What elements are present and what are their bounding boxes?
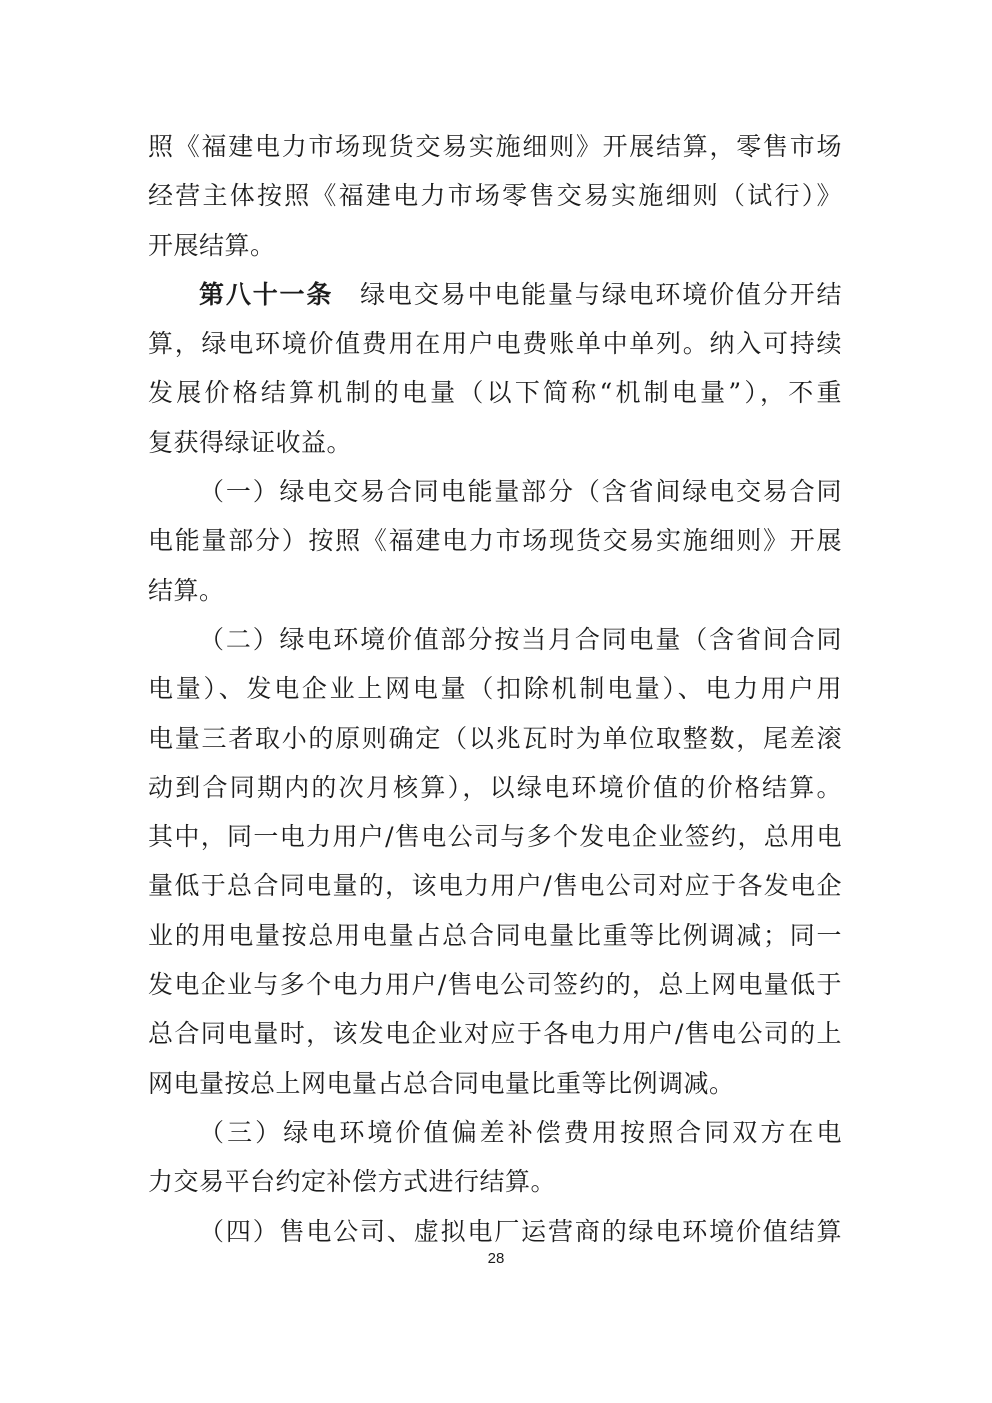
text-segment: 网电量按总上网电量占总合同电量比重等比例调减。 xyxy=(148,1068,735,1098)
text-segment: 电量）、发电企业上网电量（扣除机制电量）、电力用户用 xyxy=(148,674,842,704)
text-line-17 xyxy=(148,911,842,960)
text-line-8 xyxy=(148,467,842,516)
page-footer xyxy=(0,1248,992,1267)
text-line-5 xyxy=(148,319,842,368)
text-segment: 经营主体按照《福建电力市场零售交易实施细则（试行）》 xyxy=(148,181,842,211)
text-line-13 xyxy=(148,714,842,763)
text-segment: 算，绿电环境价值费用在用户电费账单中单列。纳入可持续 xyxy=(148,329,842,359)
text-line-19 xyxy=(148,1009,842,1058)
text-segment: 复获得绿证收益。 xyxy=(148,427,353,457)
text-line-9 xyxy=(148,516,842,565)
text-line-12 xyxy=(148,664,842,713)
text-line-22 xyxy=(148,1157,842,1206)
text-line-6 xyxy=(148,368,842,417)
text-segment: 业的用电量按总用电量占总合同电量比重等比例调减；同一 xyxy=(148,920,842,950)
text-segment: （三）绿电环境价值偏差补偿费用按照合同双方在电 xyxy=(199,1117,842,1147)
text-segment: 结算。 xyxy=(148,575,225,605)
text-segment: 照《福建电力市场现货交易实施细则》开展结算，零售市场 xyxy=(148,132,842,161)
text-line-15 xyxy=(148,812,842,861)
text-line-2 xyxy=(148,171,842,220)
document-body xyxy=(148,122,842,1256)
text-segment: 绿电交易中电能量与绿电环境价值分开结 xyxy=(333,279,842,309)
text-segment: （二）绿电环境价值部分按当月合同电量（含省间合同 xyxy=(199,624,842,654)
text-line-1 xyxy=(148,122,842,171)
text-line-4 xyxy=(148,270,842,319)
text-segment: 发展价格结算机制的电量（以下简称“机制电量”），不重 xyxy=(148,378,842,408)
text-line-20 xyxy=(148,1059,842,1108)
text-segment: 发电企业与多个电力用户/售电公司签约的，总上网电量低于 xyxy=(148,970,842,1000)
text-segment: 电能量部分）按照《福建电力市场现货交易实施细则》开展 xyxy=(148,526,842,556)
text-segment: 量低于总合同电量的，该电力用户/售电公司对应于各发电企 xyxy=(148,871,842,901)
text-segment: 总合同电量时，该发电企业对应于各电力用户/售电公司的上 xyxy=(148,1019,842,1049)
text-segment: 其中，同一电力用户/售电公司与多个发电企业签约，总用电 xyxy=(148,822,842,852)
text-segment: 第八十一条 xyxy=(199,279,334,309)
text-line-16 xyxy=(148,861,842,910)
text-line-7 xyxy=(148,418,842,467)
text-segment: 力交易平台约定补偿方式进行结算。 xyxy=(148,1167,557,1197)
text-segment: 开展结算。 xyxy=(148,230,276,260)
text-segment: 动到合同期内的次月核算），以绿电环境价值的价格结算。 xyxy=(148,772,842,802)
text-line-21 xyxy=(148,1108,842,1157)
text-line-10 xyxy=(148,566,842,615)
text-line-18 xyxy=(148,960,842,1009)
text-line-11 xyxy=(148,615,842,664)
text-segment: （四）售电公司、虚拟电厂运营商的绿电环境价值结算 xyxy=(199,1216,842,1246)
page-number: 28 xyxy=(487,1250,505,1267)
text-segment: （一）绿电交易合同电能量部分（含省间绿电交易合同 xyxy=(199,477,842,507)
text-segment: 电量三者取小的原则确定（以兆瓦时为单位取整数，尾差滚 xyxy=(148,723,842,753)
text-line-3 xyxy=(148,221,842,270)
text-line-14 xyxy=(148,763,842,812)
